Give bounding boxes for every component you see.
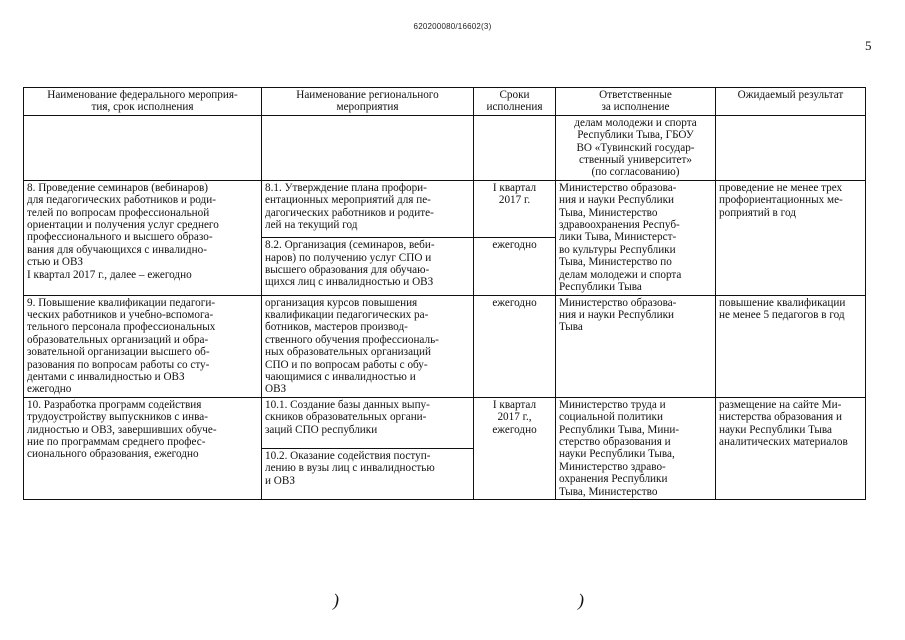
cell-term-continuation	[474, 115, 556, 180]
cell-regional-8-2: 8.2. Организация (семинаров, веби- наров) по получению услуг СПО и высшего образования для обучаю- щихся лиц с инвалидностью и ОВЗ	[262, 238, 474, 295]
cell-responsible-10: Министерство труда и социальной политики Республики Тыва, Мини- стерство образования и науки Республики Тыва, Министерство здраво- охранения Республики Тыва, Министерство	[556, 397, 716, 499]
cell-result-9: повышение квалификации не менее 5 педагогов в год	[716, 295, 866, 397]
cell-result-8: проведение не менее трех профориентационных ме- роприятий в год	[716, 180, 866, 295]
cell-federal-8: 8. Проведение семинаров (вебинаров) для педагогических работников и роди- телей по вопросам профессиональной ориентации и получения услуг среднего профессионального и высшего образо- вания для обучающихся с инвалидно- стью и ОВЗ I квартал 2017 г., далее – ежегодно	[24, 180, 262, 295]
cell-result-10: размещение на сайте Ми- нистерства образования и науки Республики Тыва аналитических материалов	[716, 397, 866, 499]
header-deadline: Сроки исполнения	[474, 88, 556, 116]
header-responsible: Ответственные за исполнение	[556, 88, 716, 116]
footer-mark-right: )	[578, 590, 584, 610]
cell-federal-continuation	[24, 115, 262, 180]
measures-table	[23, 87, 866, 500]
footer-mark-left: )	[333, 590, 339, 610]
cell-responsible-8: Министерство образова- ния и науки Республики Тыва, Министерство здравоохранения Респуб- лики Тыва, Министерст- во культуры Республики Тыва, Министерство по делам молодежи и спорта Республики Тыва	[556, 180, 716, 295]
cell-term-9: ежегодно	[474, 295, 556, 397]
header-regional-measure: Наименование регионального мероприятия	[262, 88, 474, 116]
cell-result-continuation	[716, 115, 866, 180]
cell-federal-9: 9. Повышение квалификации педагоги- ческих работников и учебно-вспомога- тельного персонала профессиональных образовательных организаций и обра- зовательной организации высшего об- разования по вопросам работы со сту- дентами с инвалидностью и ОВЗ ежегодно	[24, 295, 262, 397]
header-federal-measure: Наименование федерального мероприя- тия, срок исполнения	[24, 88, 262, 116]
table-header-row	[24, 88, 866, 116]
cell-regional-9: организация курсов повышения квалификации педагогических ра- ботников, мастеров производ- ственного обучения профессиональ- ных образовательных организаций СПО и по вопросам работы с обу- чающимися с инвалидностью и ОВЗ	[262, 295, 474, 397]
page-number: 5	[865, 38, 872, 53]
cell-regional-10-2: 10.2. Оказание содействия поступ- лению в вузы лиц с инвалидностью и ОВЗ	[262, 448, 474, 499]
cell-regional-continuation	[262, 115, 474, 180]
cell-federal-10: 10. Разработка программ содействия трудоустройству выпускников с инва- лидностью и ОВЗ, завершивших обуче- ние по программам среднего профес- сионального образования, ежегодно	[24, 397, 262, 499]
cell-responsible-9: Министерство образова- ния и науки Республики Тыва	[556, 295, 716, 397]
cell-term-10: I квартал 2017 г., ежегодно	[474, 397, 556, 499]
table-row	[24, 180, 866, 237]
cell-regional-10-1: 10.1. Создание базы данных выпу- скников образовательных органи- заций СПО республики	[262, 397, 474, 448]
table-row	[24, 397, 866, 448]
document-code: 620200080/16602(3)	[413, 22, 492, 31]
cell-regional-8-1: 8.1. Утверждение плана профори- ентационных мероприятий для пе- дагогических работников и родите- лей на текущий год	[262, 180, 474, 237]
header-expected-result: Ожидаемый результат	[716, 88, 866, 116]
table-row	[24, 295, 866, 397]
table-row	[24, 115, 866, 180]
cell-term-8-2: ежегодно	[474, 238, 556, 295]
cell-responsible-continuation: делам молодежи и спорта Республики Тыва, ГБОУ ВО «Тувинский государ- ственный университет» (по согласованию)	[556, 115, 716, 180]
cell-term-8-1: I квартал 2017 г.	[474, 180, 556, 237]
